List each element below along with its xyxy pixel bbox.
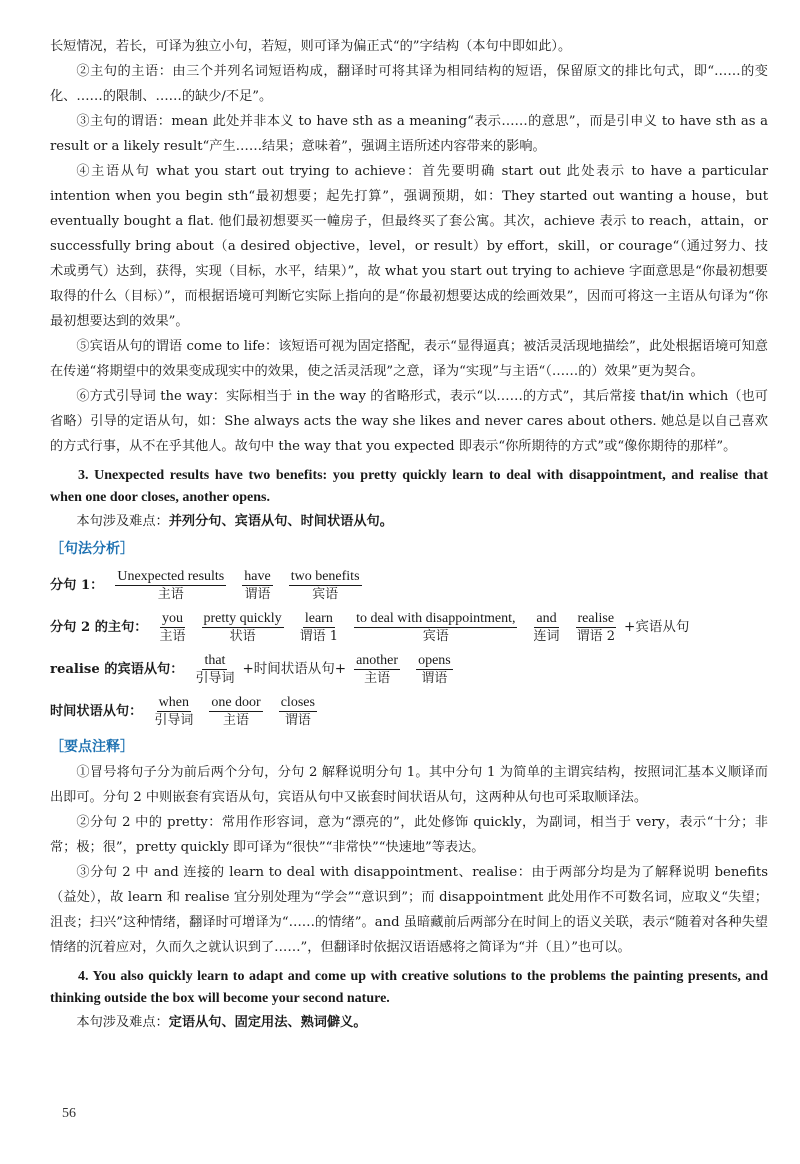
syntax-segment [242,568,272,604]
sentence-3: 3. Unexpected results have two benefits: you pretty quickly learn to deal with disappointment, and realise that when one door closes, another opens. [50,468,768,505]
difficulty-label: 本句涉及难点： [76,514,169,529]
segment-role: 谓语 2 [576,629,615,644]
syntax-segment [354,610,517,646]
syntax-segment [354,652,400,688]
segment-role: 主语 [157,587,184,602]
syntax-row-clause-2-main [50,610,768,646]
segment-role: 连词 [533,629,560,644]
segment-words: another [356,653,399,668]
syntax-segment [115,568,226,604]
segment-role: 宾语 [312,587,339,602]
note-2: ②主句的主语：由三个并列名词短语构成，翻译时可将其译为相同结构的短语，保留原文的排比句式，即“……的变化、……的限制、……的缺少/不足”。 [50,64,768,104]
segment-words: one door [211,695,261,710]
syntax-segment [533,610,559,646]
segment-words: to deal with disappointment, [356,611,516,626]
row-label: 分句 2 的主句： [50,620,148,635]
segment-words: pretty quickly [203,611,282,626]
syntax-segment [576,610,617,646]
segment-words: opens [418,653,451,668]
paragraph-cont: 长短情况，若长，可译为独立小句，若短，则可译为偏正式“的”字结构（本句中即如此）。 [50,39,572,54]
segment-role: 引导词 [195,671,235,686]
syntax-segment [202,610,284,646]
syntax-segment [300,610,338,646]
page-number: 56 [62,1106,76,1121]
segment-words: closes [280,695,315,710]
segment-words: have [244,569,271,584]
row-middle: +时间状语从句+ [242,661,347,677]
note-4: ④主语从句 what you start out trying to achieve：首先要明确 start out 此处表示 to have a particular intention when you begin sth“最初想要；起先打算”，强调预期，如：They started out wanting a house，but eventually bought a flat. 他们最初想要买一幢房子，但最终买了套公寓。其次，achieve 表示 to reach，attain，or successfully bring about（a desired objective，level，or result）by effort，skill，or courage“（通过努力、技术或勇气）达到，获得，实现（目标，水平，结果）”，故 what you start out trying to achieve 字面意思是“你最初想要取得的什么（目标）”，而根据语境可判断它实际上指向的是“你最初想要达成的绘画效果”，因而可将这一主语从句译为“你最初想要达到的效果”。 [50,164,768,329]
segment-words: learn [304,611,333,626]
segment-role: 谓语 1 [299,629,339,644]
syntax-segment [279,694,317,730]
syntax-segment [416,652,453,688]
page-content [50,34,768,1035]
difficulty-value: 并列分句、宾语从句、时间状语从句。 [168,514,393,529]
segment-words: and [536,611,557,626]
syntax-segment [159,610,185,646]
sentence-4-difficulty [50,1010,768,1035]
syntax-row-object-clause [50,652,768,688]
difficulty-value: 定语从句、固定用法、熟词僻义。 [168,1015,367,1030]
segment-role: 状语 [229,629,256,644]
sentence-3-difficulty [50,509,768,534]
key-notes-heading: ［要点注释］ [50,739,134,755]
key-note-2: ②分句 2 中的 pretty：常用作形容词，意为“漂亮的”，此处修饰 quickly，为副词，相当于 very，表示“十分；非常；极；很”，pretty quickly 即可译为“很快”“非常快”“快速地”等表达。 [50,815,768,855]
segment-role: 谓语 [421,671,448,686]
row-label: 分句 1： [50,578,104,593]
segment-words: when [158,695,189,710]
syntax-segment [209,694,262,730]
segment-role: 主语 [159,629,186,644]
syntax-segment [195,652,234,688]
segment-role: 主语 [223,713,250,728]
segment-words: two benefits [290,569,360,584]
syntax-analysis-heading: ［句法分析］ [50,541,134,557]
note-3: ③主句的谓语：mean 此处并非本义 to have sth as a meaning“表示……的意思”，而是引申义 to have sth as a result or a likely result“产生……结果；意味着”，强调主语所述内容带来的影响。 [50,114,768,154]
syntax-row-time-clause [50,694,768,730]
note-5: ⑤宾语从句的谓语 come to life：该短语可视为固定搭配，表示“显得逼真；被活灵活现地描绘”，此处根据语境可知意在传递“将期望中的效果变成现实中的效果，使之活灵活现”之意，译为“实现”与主语“（……的）效果”更为契合。 [50,339,768,379]
syntax-segment [289,568,362,604]
key-note-3: ③分句 2 中 and 连接的 learn to deal with disappointment、realise：由于两部分均是为了解释说明 benefits（益处），故 learn 和 realise 宜分别处理为“学会”“意识到”；而 disappointment 此处用作不可数名词，应取义“失望；沮丧；扫兴”这种情绪，翻译时可增译为“……的情绪”。and 虽暗藏前后两部分在时间上的语义关联，表示“随着对各种失望情绪的沉着应对，久而久之就认识到了……”，但翻译时依据汉语语感将之简译为“并（且）”也可以。 [50,865,768,955]
syntax-segment [154,694,193,730]
row-tail: +宾语从句 [624,619,690,635]
segment-words: Unexpected results [117,569,225,584]
segment-role: 谓语 [244,587,271,602]
note-6: ⑥方式引导词 the way：实际相当于 in the way 的省略形式，表示“以……的方式”，其后常接 that/in which（也可省略）引导的定语从句，如：She always acts the way she likes and never cares about others. 她总是以自己喜欢的方式行事，从不在乎其他人。故句中 the way that you expected 即表示“你所期待的方式”或“像你期待的那样”。 [50,389,768,454]
segment-words: realise [577,611,615,626]
row-label: realise 的宾语从句： [50,662,184,677]
row-label: 时间状语从句： [50,704,143,719]
segment-words: you [161,611,183,626]
sentence-4: 4. You also quickly learn to adapt and come up with creative solutions to the problems the painting presents, and thinking outside the box will become your second nature. [50,969,768,1006]
segment-role: 引导词 [154,713,194,728]
segment-words: that [204,653,226,668]
key-note-1: ①冒号将句子分为前后两个分句，分句 2 解释说明分句 1。其中分句 1 为简单的主谓宾结构，按照词汇基本义顺译而出即可。分句 2 中则嵌套有宾语从句，宾语从句中又嵌套时间状语从句，这两种从句也可采取顺译法。 [50,765,768,805]
segment-role: 谓语 [284,713,311,728]
segment-role: 主语 [364,671,391,686]
difficulty-label: 本句涉及难点： [76,1015,169,1030]
segment-role: 宾语 [422,629,449,644]
syntax-row-clause-1 [50,568,768,604]
